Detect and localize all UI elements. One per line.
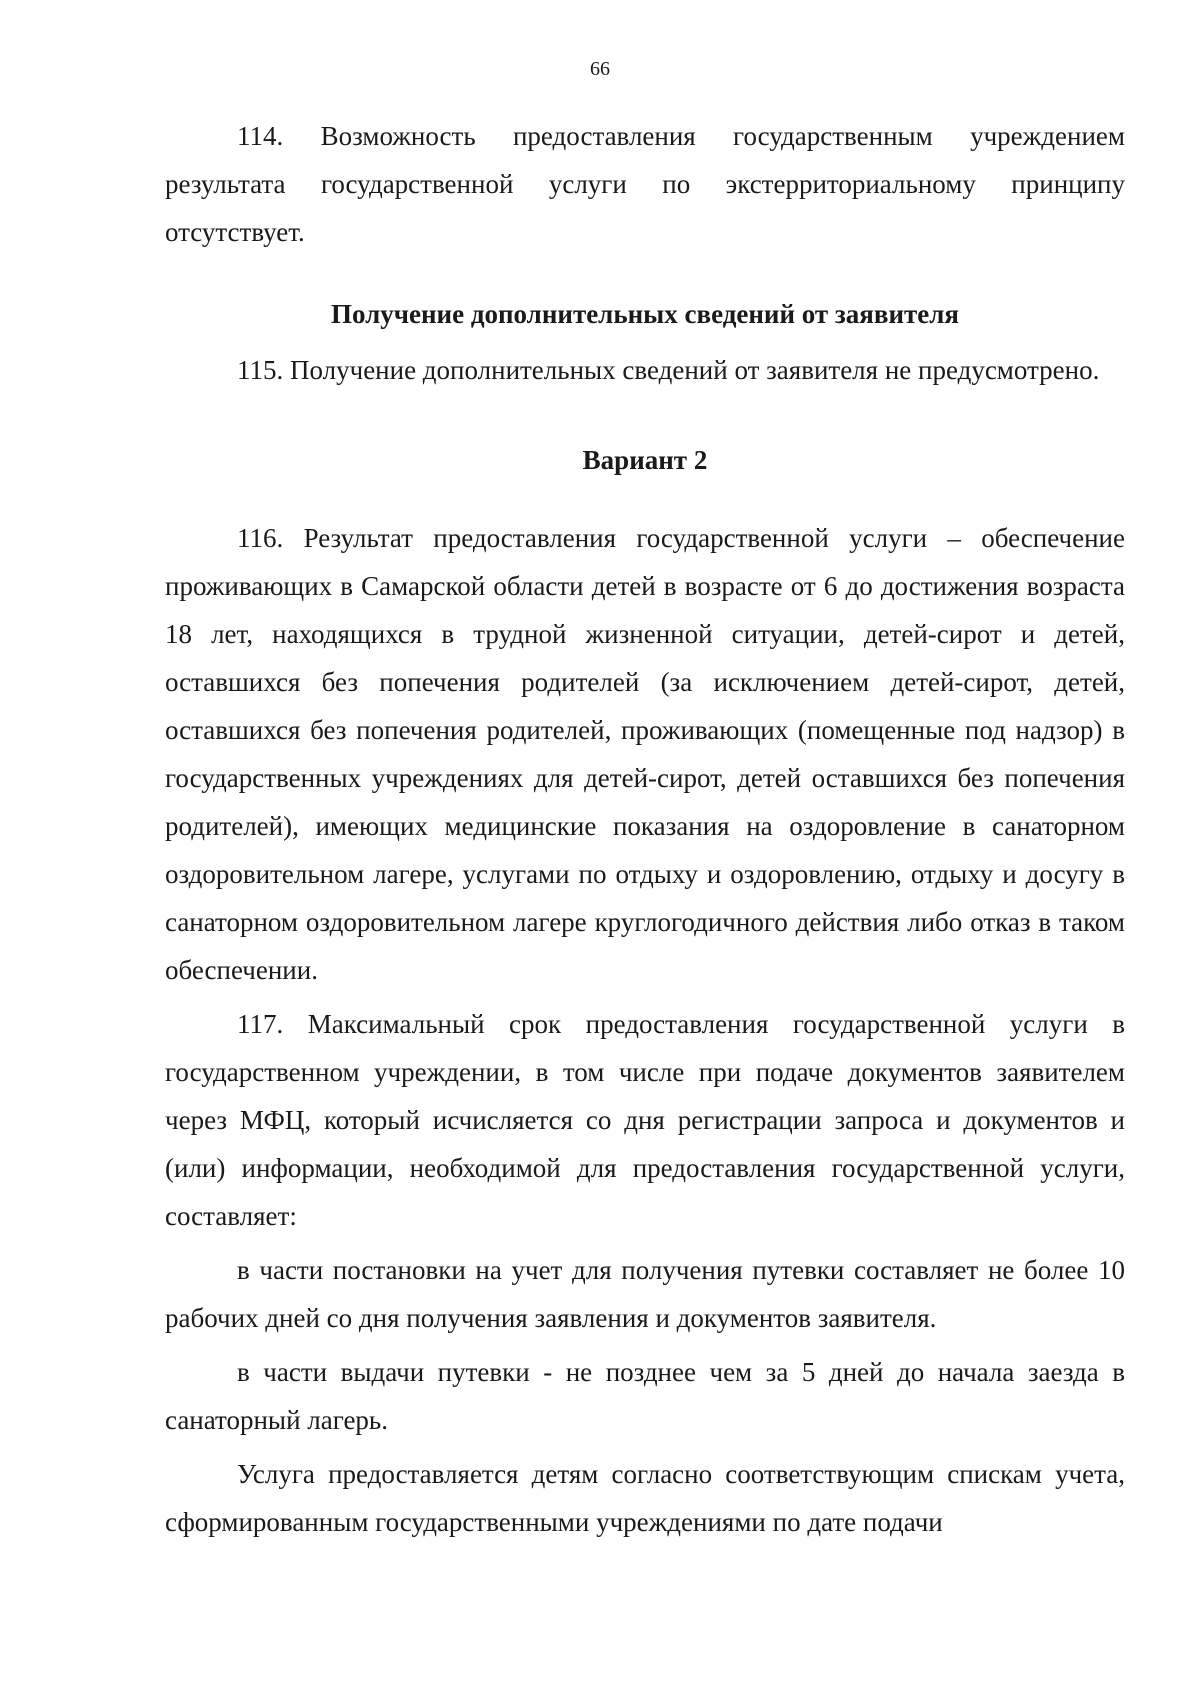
document-body xyxy=(165,112,1125,1546)
paragraph-117-service-lists: Услуга предоставляется детям согласно соответствующим спискам учета, сформированным государственными учреждениями по дате подачи xyxy=(165,1459,1125,1537)
section-heading-additional-info: Получение дополнительных сведений от заявителя xyxy=(330,299,960,329)
paragraph-116: 116. Результат предоставления государственной услуги – обеспечение проживающих в Самарской области детей в возрасте от 6 до достижения возраста 18 лет, находящихся в трудной жизненной ситуации, детей-сирот и детей, оставшихся без попечения родителей (за исключением детей-сирот, детей, оставшихся без попечения родителей, проживающих (помещенные под надзор) в государственных учреждениях для детей-сирот, детей оставшихся без попечения родителей), имеющих медицинские показания на оздоровление в санаторном оздоровительном лагере, услугами по отдыху и оздоровлению, отдыху и досугу в санаторном оздоровительном лагере круглогодичного действия либо отказ в таком обеспечении. xyxy=(165,523,1125,985)
spacer xyxy=(165,394,1125,436)
paragraph-117: 117. Максимальный срок предоставления государственной услуги в государственном учреждении, в том числе при подаче документов заявителем через МФЦ, который исчисляется со дня регистрации запроса и документов и (или) информации, необходимой для предоставления государственной услуги, составляет: xyxy=(165,1009,1125,1231)
page-number: 66 xyxy=(590,58,610,80)
paragraph-115: 115. Получение дополнительных сведений от заявителя не предусмотрено. xyxy=(237,355,1100,385)
spacer xyxy=(165,484,1125,514)
spacer xyxy=(165,338,1125,346)
paragraph-117-voucher: в части выдачи путевки - не позднее чем за 5 дней до начала заезда в санаторный лагерь. xyxy=(165,1357,1125,1435)
spacer xyxy=(165,256,1125,290)
paragraph-117-registration: в части постановки на учет для получения путевки составляет не более 10 рабочих дней со дня получения заявления и документов заявителя. xyxy=(165,1255,1125,1333)
paragraph-114: 114. Возможность предоставления государственным учреждением результата государственной услуги по экстерриториальному принципу отсутствует. xyxy=(165,121,1125,247)
section-heading-variant-2: Вариант 2 xyxy=(582,445,708,475)
